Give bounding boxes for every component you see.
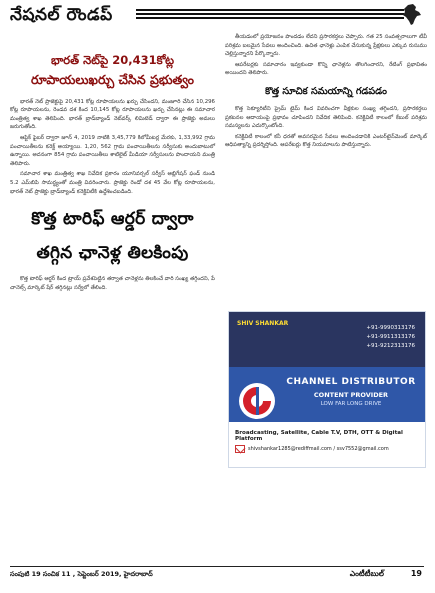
ad-phone: +91-9212313176	[366, 343, 415, 349]
ad-tagline: LOW FAR LONG DRIVE	[320, 401, 382, 407]
body-paragraph: కనెక్టివిటీ కాలంలో కనీ ధరతో అవసరమైన సేవలు అందించడానికి ఎంటర్‌టైన్‌మెంట్ మార్కెట్ ఆధిపత్యాన్ని ప్రదర్శిస్తోంది. ఆపరేటర్లు కొత్త నియమాలను పాటిస్తున్నారు.	[225, 133, 427, 149]
bharat-net-body	[10, 98, 215, 197]
body-paragraph: ఆప్టిక్ ఫైబర్ ద్వారా జూన్ 4, 2019 నాటికి 3,45,779 కిలోమీటర్ల మేరకు, 1,33,992 గ్రామ పంచాయితీలను కనెక్ట్ అయ్యాయి. 1,20, 562 గ్రామ పంచాయితీలను సర్వీసుకు అందుబాటులో ఉన్నాయి. అదనంగా 854 గ్రామ పంచాయితీలు శాటిలైట్ మీడియా సర్వీసులను పొందాయని మంత్రి తెలిపారు.	[10, 134, 215, 167]
mail-icon	[235, 445, 245, 453]
ad-brand: SHIV SHANKAR	[237, 320, 289, 327]
india-map-icon	[402, 4, 422, 26]
body-paragraph: తీయడంలో ప్రయోజనం పొందడం లేదని ప్రసారకర్తలు చెప్పారు. గత 25 సంవత్సరాలుగా టీవీ పరిశ్రమ బలమైన సేవలు అందించింది. ఉచిత ఛానెళ్లు ఎంపిక చేసుకున్న ప్రేక్షకులు ఎక్కువ రుసుము చెల్లిస్తున్నారని పేర్కొన్నారు.	[225, 34, 427, 58]
tariff-headline-line1: కొత్త టారిఫ్ ఆర్డర్ ద్వారా	[31, 209, 194, 230]
page-footer	[10, 566, 424, 582]
issue-info: సంపుటి 19 సంచిక 11 , సెప్టెంబర్ 2019, హైదరాబాద్	[10, 570, 153, 578]
ad-phone-list	[366, 324, 415, 351]
ad-phone: +91-9990313176	[366, 325, 415, 331]
left-column	[10, 46, 215, 294]
tariff-body: కొత్త టారిఫ్ ఆర్డర్ కింద ట్రాయ్ ప్రవేశపెట్టిన తర్వాత చానెళ్లను తిలకించే వారి సంఖ్య తగ్గిందని, పే చానెల్స్ మార్కెట్ షేర్ తగ్గినట్లు సర్వేలో తేలింది.	[10, 276, 215, 291]
bharat-net-headline-line2: రూపాయలుఖర్చు చేసిన ప్రభుత్వం	[30, 72, 195, 88]
ad-email[interactable]: shivshankar1285@rediffmail.com / ssv7552@gmail.com	[248, 446, 389, 452]
section-title: నేషనల్ రౌండప్	[10, 5, 113, 25]
body-paragraph: సమాచార శాఖ మంత్రిత్వ శాఖ నివేదిక ప్రకారం యూనివర్సల్ సర్వీస్ ఆబ్లిగేషన్ ఫండ్ నుండి 5.2 ఎమ్‌బిపి సామర్థ్యంతో మంత్రి వివరించారు. ప్రాజెక్టు రెండో దశ 45 వేల కోట్ల రూపాయలను, భారత్ నెట్ ప్రాజెక్టు బ్రాడ్‌బ్యాండ్ కనెక్టివిటీకి ఉద్దేశించబడింది.	[10, 171, 215, 195]
ad-mid-band	[229, 367, 425, 422]
ad-title: CHANNEL DISTRIBUTOR	[286, 377, 416, 387]
ad-logo-icon	[237, 381, 277, 421]
banner-stripes	[136, 9, 404, 21]
ad-subtitle: CONTENT PROVIDER	[313, 391, 389, 399]
body-paragraph: కొత్త సెక్యూరిటీని ప్రైమ్ టైమ్ కింద వివరించగా వీక్షకుల సంఖ్య తగ్గిందని, ప్రసారకర్తలు ప్రకటనల ఆదాయంపై ప్రభావం చూపిందని నివేదిక తెలిపింది. కనెక్టివిటీ కాలంలో కేబుల్ పరిశ్రమ సమస్యలను ఎదుర్కొంటోంది.	[225, 105, 427, 130]
advertisement	[228, 311, 426, 468]
subsection-heading: కొత్త సూచిక సమయాన్ని గడపడం	[265, 85, 387, 97]
right-column	[225, 33, 427, 152]
ad-email-row	[235, 445, 389, 453]
page-number: 19	[410, 569, 422, 578]
ad-phone: +91-9911313176	[366, 334, 415, 340]
body-paragraph: భారత్ నెట్ ప్రాజెక్టుపై 20,431 కోట్ల రూపాయలను ఖర్చు చేసిందని, మంజూరి చేసిన 10,296 కోట్ల రూపాయలను, రెండవ దశ కింద 10,145 కోట్ల రూపాయలను ఖర్చు చేసినట్లు ఈ సమాచార మంత్రిత్వ శాఖ తెలిపింది. భారత్ బ్రాడ్‌బ్యాండ్ నెట్‌వర్క్ లిమిటెడ్ ద్వారా ఈ ప్రాజెక్టు అమలు జరుగుతోంది.	[10, 98, 215, 131]
magazine-brand: ఎంటీటీబుల్	[349, 569, 384, 578]
ad-top-band	[229, 312, 425, 367]
bharat-net-headline-line1: భారత్ నెట్‌పై 20,431కోట్ల	[50, 53, 174, 67]
body-paragraph: ఆపరేటర్లకు సమాచారం ఇవ్వకుండా కొన్ని ఛానెళ్లను తొలగించారని, రేటింగ్ ప్రభావితం అయిందని తెలిపారు.	[225, 61, 427, 77]
section-banner	[10, 4, 424, 28]
tariff-headline-line2: తగ్గిన ఛానెళ్ల తిలకింపు	[36, 242, 189, 263]
ad-services: Broadcasting, Satellite, Cable T.V, DTH, OTT & Digital Platform	[235, 430, 403, 442]
